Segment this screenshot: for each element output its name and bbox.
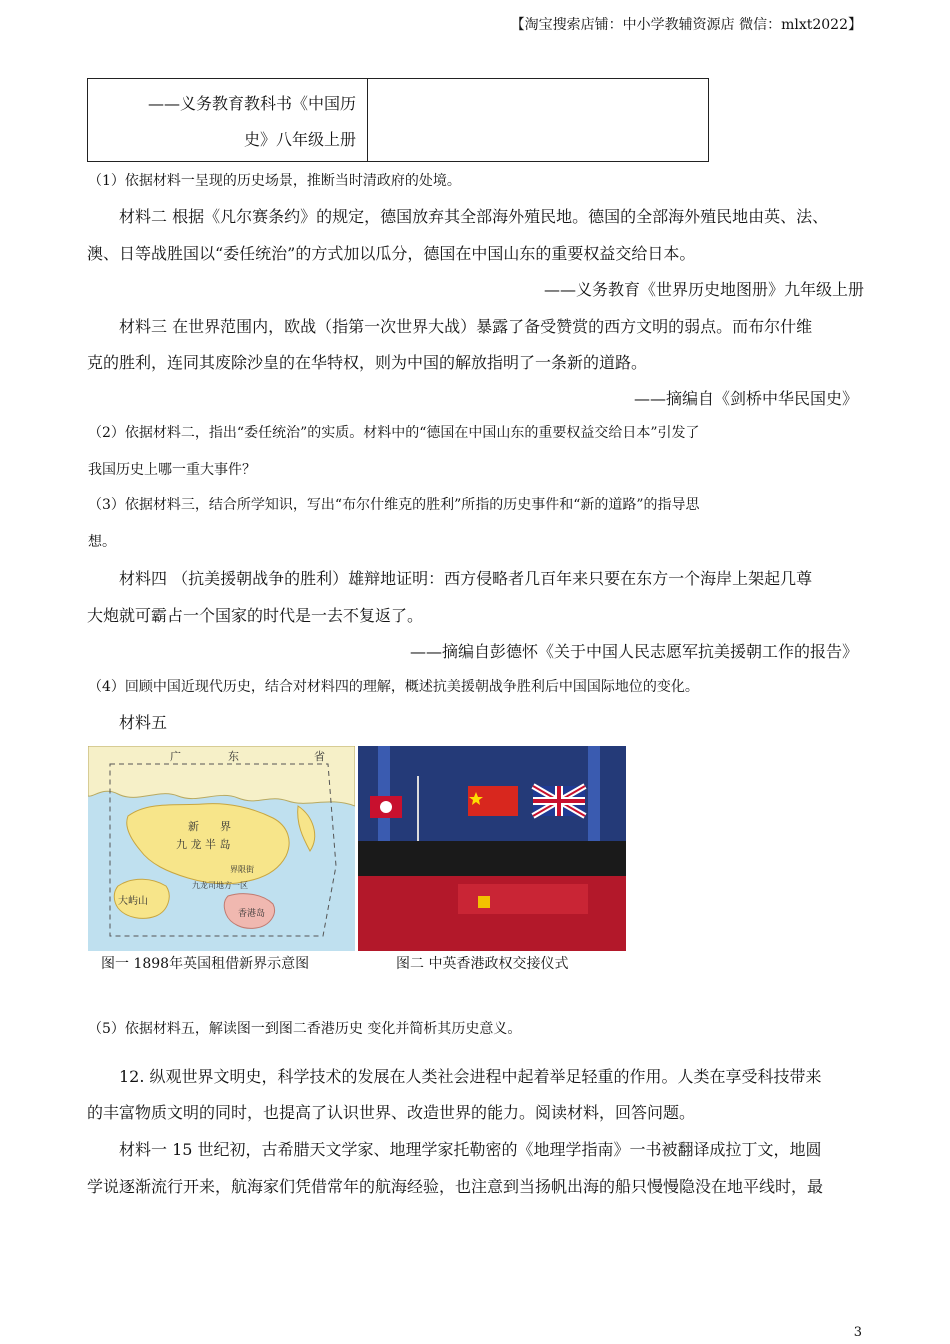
material-3-line2: 克的胜利，连同其废除沙皇的在华特权，则为中国的解放指明了一条新的道路。	[87, 353, 648, 372]
question-3-line1: （3）依据材料三，结合所学知识，写出“布尔什维克的胜利”所指的历史事件和“新的道路”的指导思	[88, 497, 700, 513]
map-graphic	[88, 746, 355, 951]
hong-kong-new-territories-map	[88, 746, 355, 951]
page-number: 3	[853, 1325, 862, 1340]
figure-2-caption: 图二 中英香港政权交接仪式	[396, 956, 569, 972]
table-source-line1: ——义务教育教科书《中国历	[147, 94, 356, 113]
material-4-line1: 材料四 （抗美援朝战争的胜利）雄辩地证明：西方侵略者几百年来只要在东方一个海岸上架起几尊	[119, 569, 813, 588]
map-label-sheng: 省	[314, 750, 325, 763]
material-4-line2: 大炮就可霸占一个国家的时代是一去不复返了。	[87, 606, 424, 625]
material-1b-line1: 材料一 15 世纪初，古希腊天文学家、地理学家托勒密的《地理学指南》一书被翻译成拉丁文，地圆	[119, 1140, 822, 1159]
problem-12-line2: 的丰富物质文明的同时，也提高了认识世界、改造世界的能力。阅读材料，回答问题。	[87, 1103, 696, 1122]
map-label-jiulong: 九 龙 半 岛	[176, 838, 231, 851]
map-label-dayushan: 大屿山	[118, 896, 148, 907]
map-label-xin: 新	[188, 820, 199, 833]
material-3-source: ——摘编自《剑桥中华民国史》	[633, 389, 858, 408]
question-4: （4）回顾中国近现代历史，结合对材料四的理解，概述抗美援朝战争胜利后中国国际地位的变化。	[88, 679, 699, 695]
question-3-line2: 想。	[88, 534, 116, 550]
map-label-jiulongsi: 九龙司地方一区	[192, 881, 248, 890]
page-header: 【淘宝搜索店铺：中小学教辅资源店 微信：mlxt2022】	[510, 17, 862, 33]
material-4-source: ——摘编自彭德怀《关于中国人民志愿军抗美援朝工作的报告》	[409, 642, 858, 661]
photo-graphic	[358, 746, 626, 951]
map-label-guang: 广	[170, 750, 181, 763]
material-1b-line2: 学说逐渐流行开来，航海家们凭借常年的航海经验，也注意到当扬帆出海的船只慢慢隐没在地平线时，最	[87, 1177, 824, 1196]
figure-1-caption: 图一 1898年英国租借新界示意图	[101, 956, 310, 972]
map-label-xianggang: 香港岛	[238, 909, 266, 919]
problem-12-line1: 12. 纵观世界文明史，科学技术的发展在人类社会进程中起着举足轻重的作用。人类在享受科技带来	[119, 1067, 822, 1086]
material-2-line1: 材料二 根据《凡尔赛条约》的规定，德国放弃其全部海外殖民地。德国的全部海外殖民地由英、法、	[119, 207, 829, 226]
question-2-line2: 我国历史上哪一重大事件？	[88, 462, 256, 478]
table-source-line2: 史》八年级上册	[243, 130, 356, 149]
map-label-jie: 界	[220, 820, 231, 833]
question-2-line1: （2）依据材料二，指出“委任统治”的实质。材料中的“德国在中国山东的重要权益交给日本”引发了	[88, 425, 700, 441]
question-1: （1）依据材料一呈现的历史场景，推断当时清政府的处境。	[88, 173, 461, 189]
map-label-dong: 东	[228, 750, 239, 763]
source-table	[87, 78, 709, 162]
material-3-line1: 材料三 在世界范围内，欧战（指第一次世界大战）暴露了备受赞赏的西方文明的弱点。而布尔什维	[119, 317, 813, 336]
question-5: （5）依据材料五，解读图一到图二香港历史 变化并简析其历史意义。	[88, 1021, 522, 1037]
handover-ceremony-photo	[358, 746, 626, 951]
material-5-label: 材料五	[119, 713, 168, 732]
material-2-source: ——义务教育《世界历史地图册》九年级上册	[543, 280, 864, 299]
material-2-line2: 澳、日等战胜国以“委任统治”的方式加以瓜分，德国在中国山东的重要权益交给日本。	[87, 244, 696, 263]
map-label-jiexian: 界限街	[230, 865, 254, 874]
table-divider	[367, 79, 368, 161]
